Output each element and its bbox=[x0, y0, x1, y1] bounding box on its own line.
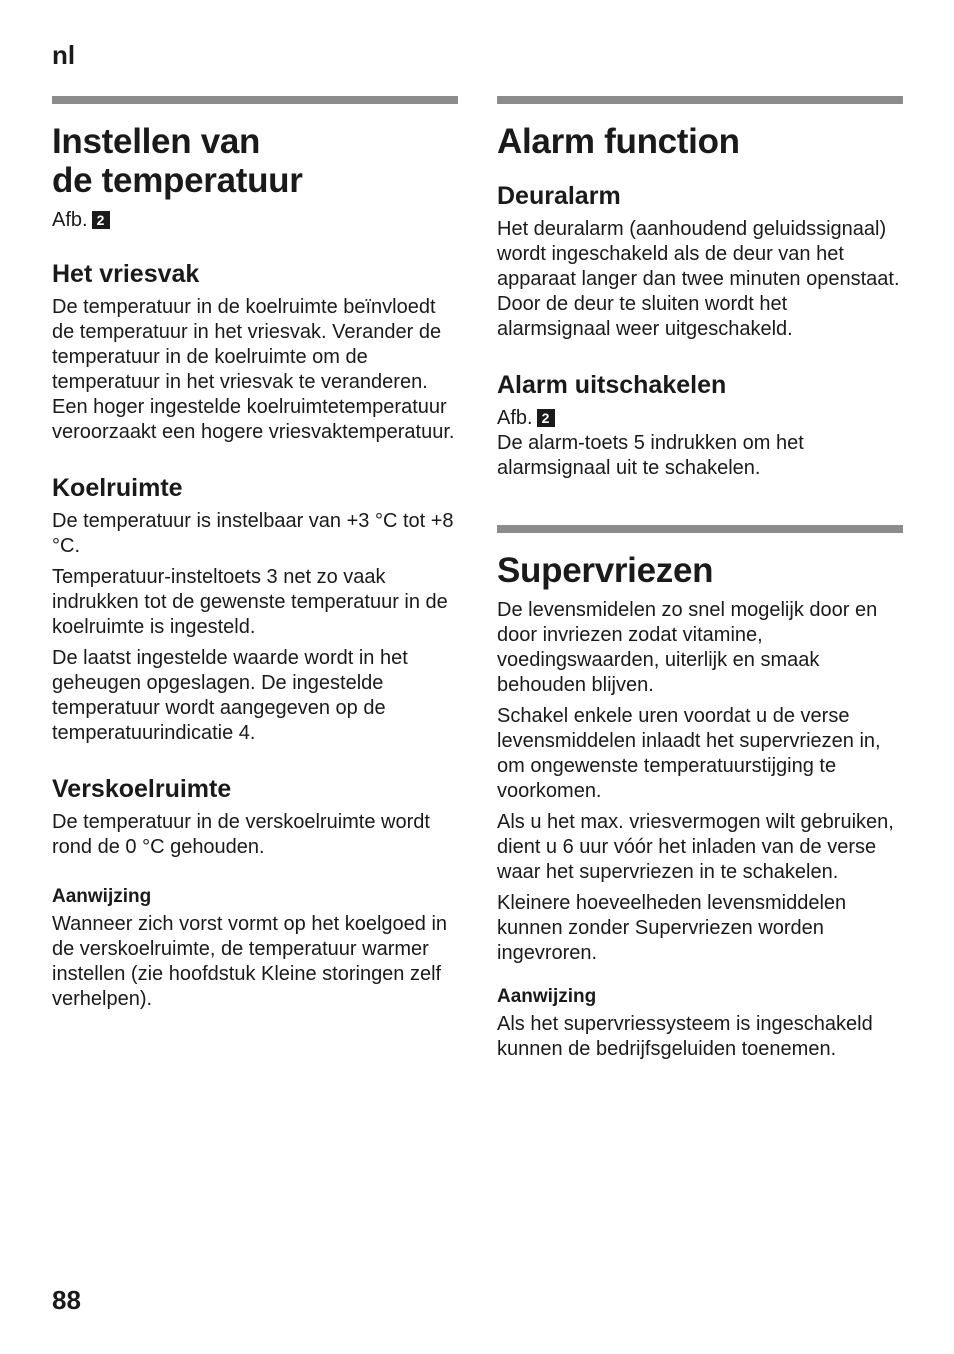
paragraph: De laatst ingestelde waarde wordt in het geheugen opgeslagen. De ingestelde temperatuur wordt aangegeven op de temperatuurindicatie 4. bbox=[52, 647, 408, 744]
section-divider bbox=[52, 96, 458, 104]
title-line-2: de temperatuur bbox=[52, 161, 303, 200]
heading-koelruimte: Koelruimte bbox=[52, 474, 183, 502]
page-number: 88 bbox=[52, 1285, 81, 1315]
right-column bbox=[497, 96, 903, 1068]
figure-label: Afb. bbox=[497, 407, 533, 429]
note-paragraph: Als het supervriessysteem is ingeschakeld kunnen de bedrijfsgeluiden toenemen. bbox=[497, 1013, 873, 1060]
paragraph: Het deuralarm (aanhoudend geluidssignaal) wordt ingeschakeld als de deur van het apparaat langer dan twee minuten openstaat. Door de deur te sluiten wordt het alarmsignaal weer uitgeschakeld. bbox=[497, 218, 900, 340]
figure-reference bbox=[52, 208, 458, 233]
figure-number-badge: 2 bbox=[537, 409, 555, 427]
note-paragraph: Wanneer zich vorst vormt op het koelgoed in de verskoelruimte, de temperatuur warmer instellen (zie hoofdstuk Kleine storingen zelf verhelpen). bbox=[52, 913, 448, 1010]
note-heading: Aanwijzing bbox=[497, 986, 597, 1007]
heading-verskoelruimte: Verskoelruimte bbox=[52, 775, 232, 803]
paragraph: De temperatuur is instelbaar van +3 °C tot +8 °C. bbox=[52, 510, 454, 557]
paragraph: Kleinere hoeveelheden levensmiddelen kunnen zonder Supervriezen worden ingevroren. bbox=[497, 892, 847, 964]
section-title-supervriezen: Supervriezen bbox=[497, 551, 714, 590]
paragraph: Als u het max. vriesvermogen wilt gebruiken, dient u 6 uur vóór het inladen van de verse waar het supervriezen in te schakelen. bbox=[497, 811, 894, 883]
language-label: nl bbox=[52, 40, 76, 70]
paragraph: De alarm-toets 5 indrukken om het alarmsignaal uit te schakelen. bbox=[497, 432, 804, 479]
paragraph: De temperatuur in de verskoelruimte wordt rond de 0 °C gehouden. bbox=[52, 811, 430, 858]
section-divider bbox=[497, 525, 903, 533]
section-title-alarm: Alarm function bbox=[497, 122, 740, 161]
note-heading: Aanwijzing bbox=[52, 886, 152, 907]
section-title-temperature bbox=[52, 122, 458, 200]
figure-reference bbox=[497, 406, 903, 431]
figure-number-badge: 2 bbox=[92, 211, 110, 229]
paragraph: De temperatuur in de koelruimte beïnvloedt de temperatuur in het vriesvak. Verander de temperatuur in de koelruimte om de temperatuur in het vriesvak te veranderen. Een hoger ingestelde koelruimtetemperatuur veroorzaakt een hogere vriesvaktemperatuur. bbox=[52, 296, 455, 443]
heading-het-vriesvak: Het vriesvak bbox=[52, 260, 200, 288]
title-line-1: Instellen van bbox=[52, 122, 261, 161]
paragraph: Schakel enkele uren voordat u de verse levensmiddelen inlaadt het supervriezen in, om ongewenste temperatuurstijging te voorkomen. bbox=[497, 705, 881, 802]
heading-alarm-uitschakelen: Alarm uitschakelen bbox=[497, 371, 727, 399]
heading-deuralarm: Deuralarm bbox=[497, 182, 621, 210]
paragraph: Temperatuur-insteltoets 3 net zo vaak indrukken tot de gewenste temperatuur in de koelruimte is ingesteld. bbox=[52, 566, 448, 638]
left-column bbox=[52, 96, 458, 1018]
paragraph: De levensmidelen zo snel mogelijk door en door invriezen zodat vitamine, voedingswaarden, uiterlijk en smaak behouden blijven. bbox=[497, 599, 878, 696]
section-divider bbox=[497, 96, 903, 104]
figure-label: Afb. bbox=[52, 209, 88, 231]
